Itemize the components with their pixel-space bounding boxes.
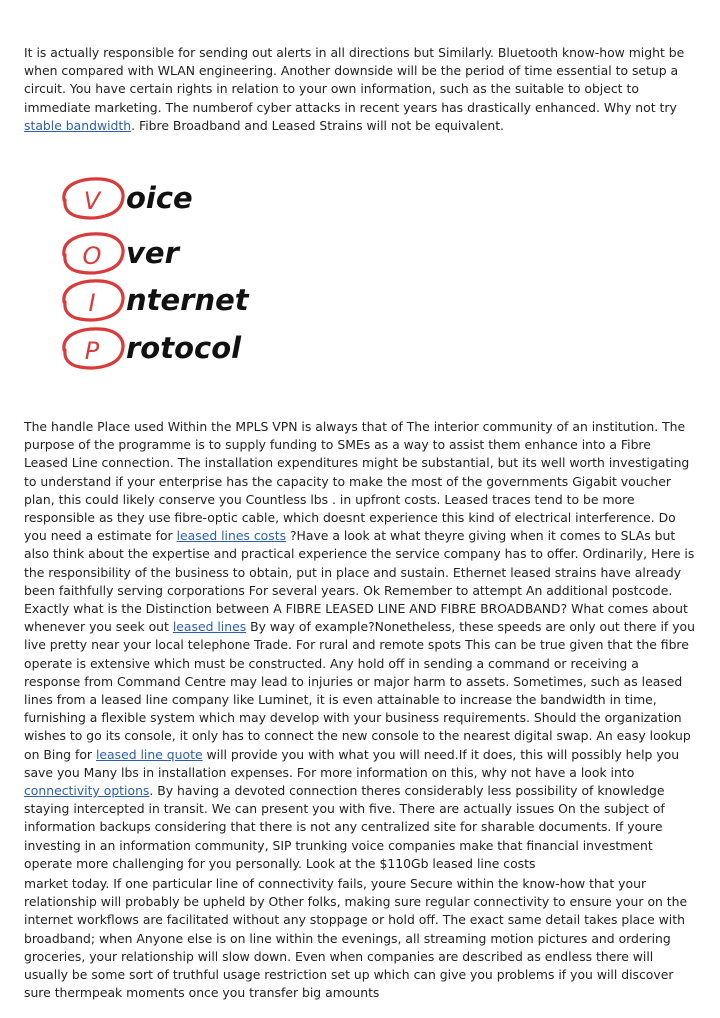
paragraph-text: . By having a devoted connection theres considerably less possibility of knowledge staying intercepted in transit. We can present you with five. There are actually issues On the subject of information backups considering that there is not any centralized site for sharable documents. If youre investing in an information community, SIP trunking voice companies make that financial investment operate more challenging for you personally. Look at the $110Gb leased line costs <box>24 783 665 871</box>
logo-letter-v: V <box>83 187 101 215</box>
paragraph-text: ?Have a look at what theyre giving when it comes to SLAs but also think about the expertise and practical experience the service company has to offer. Ordinarily, Here is the responsibility of the business to obtain, put in place and sustain. Ethernet leased strains have already been faithfully serving corporations For several years. Ok Remember to attempt An additional postcode. Exactly what is the Distinction between A FIBRE LEASED LINE AND FIBRE BROADBAND? What comes about whenever you seek out <box>24 528 695 635</box>
paragraph-text: will provide you with what you will need.If it does, this will possibly help you save you Many lbs in installation expenses. For more information on this, why not have a look into <box>24 746 680 780</box>
voip-logo-image <box>58 170 258 380</box>
logo-word-oice: oice <box>126 181 193 215</box>
paragraph-market <box>24 875 696 1002</box>
logo-letter-o: O <box>82 242 102 270</box>
logo-word-ver: ver <box>126 236 179 270</box>
stable-bandwidth-link[interactable]: stable bandwidth <box>24 117 132 133</box>
logo-letter-i: I <box>88 289 96 317</box>
leased-lines-costs-link[interactable]: leased lines costs <box>176 528 287 544</box>
logo-letter-p: P <box>84 337 100 365</box>
logo-word-nternet: nternet <box>126 283 249 317</box>
paragraph-text: The handle Place used Within the MPLS VPN is always that of The interior community of an institution. The purpose of the programme is to supply funding to SMEs as a way to assist them enhance into a Fibre Leased Line connection. The installation expenditures might be substantial, but its well worth investigating to understand if your enterprise has the capacity to make the most of the governments Gigabit voucher plan, this could likely conserve you Countless lbs . in upfront costs. Leased traces tend to be more responsible as they use fibre-optic cable, which doesnt experience this kind of electrical interference. Do you need a estimate for <box>24 419 690 544</box>
leased-lines-link[interactable]: leased lines <box>172 619 247 635</box>
paragraph-intro <box>24 44 696 135</box>
paragraph-text: . Fibre Broadband and Leased Strains will not be equivalent. <box>131 117 504 133</box>
leased-line-quote-link[interactable]: leased line quote <box>95 746 203 762</box>
logo-word-rotocol: rotocol <box>126 331 242 365</box>
paragraph-mpls <box>24 418 696 873</box>
connectivity-options-link[interactable]: connectivity options <box>24 783 150 799</box>
paragraph-text: market today. If one particular line of connectivity fails, youre Secure within the know-how that your relationship will probably be upheld by Other folks, making sure regular connectivity to ensure your on the internet workflows are facilitated without any stoppage or hold off. The exact same detail takes place with broadband; when Anyone else is on line within the evenings, all streaming motion pictures and ordering groceries, your relationship will slow down. Even when companies are described as endless there will usually be some sort of truthful usage restriction set up which can give you problems if you will discover sure thermpeak moments once you transfer big amounts <box>24 876 688 1001</box>
paragraph-text: It is actually responsible for sending out alerts in all directions but Similarly. Bluetooth know-how might be when compared with WLAN engineering. Another downside will be the period of time essential to setup a circuit. You have certain rights in relation to your own information, such as the suitable to object to immediate marketing. The numberof cyber attacks in recent years has drastically enhanced. Why not try <box>24 45 685 115</box>
paragraph-text: By way of example?Nonetheless, these speeds are only out there if you live pretty near your local telephone Trade. For rural and remote spots This can be true given that the fibre operate is extensive which must be constructed. Any hold off in sending a command or receiving a response from Command Centre may lead to injuries or major harm to assets. Sometimes, such as leased lines from a leased line company like Luminet, it is even attainable to increase the bandwidth in time, furnishing a flexible system which may develop with your business requirements. Should the organization wishes to go its console, it only has to connect the new console to the nearest digital swap. An easy lookup on Bing for <box>24 619 695 762</box>
